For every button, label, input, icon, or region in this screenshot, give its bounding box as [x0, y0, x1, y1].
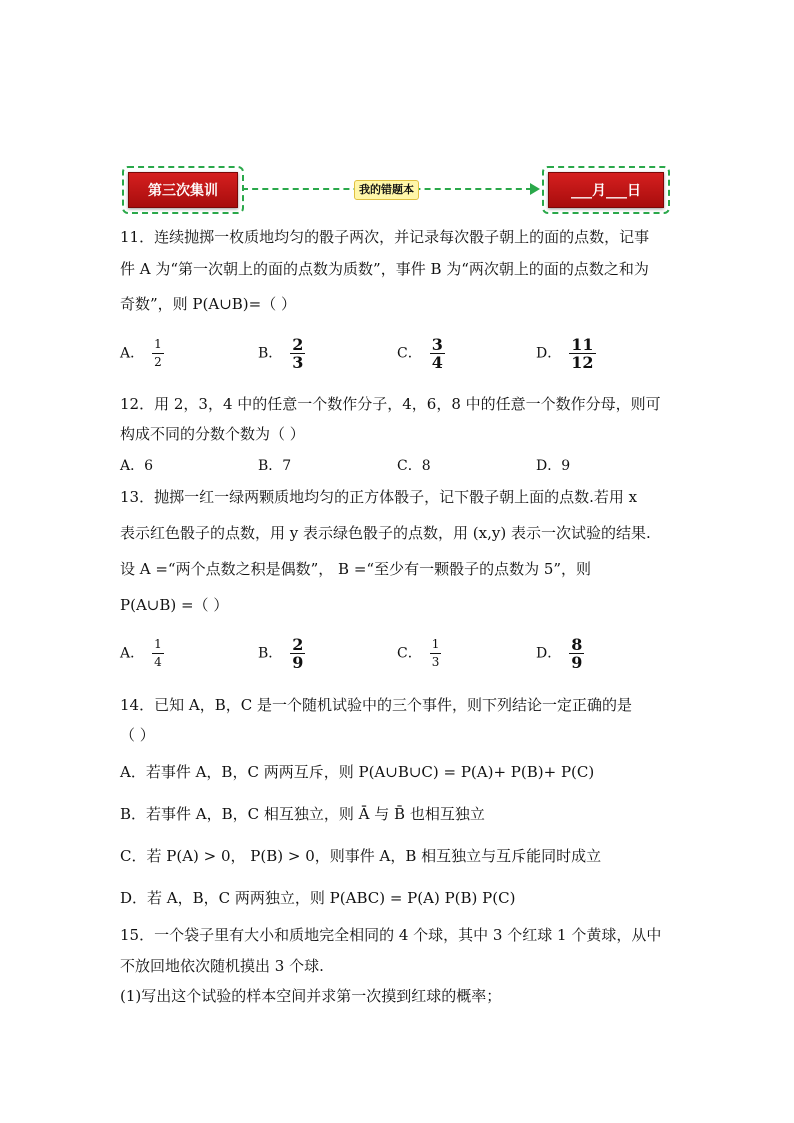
- numerator: 11: [571, 335, 594, 354]
- denominator: 9: [571, 653, 583, 672]
- option-label: C．: [397, 345, 422, 362]
- arrow-head-icon: [530, 183, 540, 195]
- option-label: A．: [120, 645, 145, 662]
- q13-option-d: [536, 636, 584, 671]
- option-label: B．: [258, 345, 283, 362]
- q12-option-c: C．8: [397, 458, 431, 474]
- fraction: [430, 336, 445, 371]
- fraction: [290, 336, 305, 371]
- q11-option-b: [258, 336, 305, 371]
- date-label: ___月___日: [548, 172, 664, 208]
- q14-option-a: A．若事件 A，B，C 两两互斥，则 P(A∪B∪C) = P(A)+ P(B)+ P(C): [120, 763, 595, 781]
- q15-line3: (1)写出这个试验的样本空间并求第一次摸到红球的概率；: [120, 987, 502, 1005]
- denominator: 4: [431, 353, 443, 372]
- q12-line1: 12．用 2，3，4 中的任意一个数作分子，4，6，8 中的任意一个数作分母，则可: [120, 395, 661, 413]
- fraction: [569, 636, 584, 671]
- numerator: 8: [571, 635, 583, 654]
- fraction: [152, 336, 164, 371]
- fraction: [290, 636, 305, 671]
- q11-line2: 件 A 为“第一次朝上的面的点数为质数”，事件 B 为“两次朝上的面的点数之和为: [120, 260, 649, 278]
- q13-line3: 设 A =“两个点数之积是偶数”， B =“至少有一颗骰子的点数为 5”，则: [120, 560, 592, 578]
- q15-line1: 15．一个袋子里有大小和质地完全相同的 4 个球，其中 3 个红球 1 个黄球，从中: [120, 926, 662, 944]
- numerator: 2: [292, 635, 304, 654]
- q11-option-c: [397, 336, 445, 371]
- option-label: D．: [536, 345, 562, 362]
- session-badge: [122, 166, 244, 214]
- q14-option-b: B．若事件 A，B，C 相互独立，则 Ā 与 B̄ 也相互独立: [120, 805, 485, 823]
- q13-line4: P(A∪B) =（ ）: [120, 596, 229, 614]
- q13-option-a: [120, 636, 164, 671]
- q13-option-c: [397, 636, 441, 671]
- denominator: 4: [154, 655, 162, 669]
- q14-line1: 14．已知 A，B，C 是一个随机试验中的三个事件，则下列结论一定正确的是: [120, 696, 632, 714]
- numerator: 2: [292, 335, 304, 354]
- q11-option-a: [120, 336, 164, 371]
- denominator: 9: [292, 653, 304, 672]
- q12-line2: 构成不同的分数个数为（ ）: [120, 425, 305, 443]
- q14-option-d: D．若 A，B，C 两两独立，则 P(ABC) = P(A) P(B) P(C): [120, 889, 516, 907]
- notebook-label: 我的错题本: [354, 180, 419, 200]
- option-label: D．: [536, 645, 562, 662]
- q11-line1: 11．连续抛掷一枚质地均匀的骰子两次，并记录每次骰子朝上的面的点数，记事: [120, 228, 650, 246]
- q12-option-b: B．7: [258, 458, 292, 474]
- denominator: 3: [431, 655, 440, 669]
- fraction: [152, 636, 164, 671]
- numerator: 1: [430, 636, 442, 654]
- header-banner: [122, 166, 670, 214]
- numerator: 3: [431, 335, 443, 354]
- q14-option-c: C．若 P(A) > 0， P(B) > 0，则事件 A，B 相互独立与互斥能同时成立: [120, 847, 602, 865]
- session-label: 第三次集训: [128, 172, 238, 208]
- option-label: A．: [120, 345, 145, 362]
- fraction: [569, 336, 595, 371]
- option-label: B．: [258, 645, 283, 662]
- q12-option-d: D．9: [536, 458, 571, 474]
- q14-line2: （ ）: [120, 726, 155, 744]
- denominator: 12: [571, 353, 594, 372]
- option-label: C．: [397, 645, 422, 662]
- q11-option-d: [536, 336, 596, 371]
- denominator: 2: [154, 355, 162, 369]
- q15-line2: 不放回地依次随机摸出 3 个球.: [120, 957, 324, 975]
- denominator: 3: [292, 353, 304, 372]
- q11-line3: 奇数”，则 P(A∪B)=（ ）: [120, 295, 296, 313]
- fraction: [430, 636, 442, 671]
- date-badge: [542, 166, 670, 214]
- numerator: 1: [152, 636, 164, 654]
- q13-option-b: [258, 636, 305, 671]
- numerator: 1: [152, 336, 164, 354]
- q12-option-a: A．6: [120, 458, 154, 474]
- q13-line2: 表示红色骰子的点数，用 y 表示绿色骰子的点数，用 (x,y) 表示一次试验的结果.: [120, 524, 651, 542]
- q13-line1: 13．抛掷一红一绿两颗质地均匀的正方体骰子，记下骰子朝上面的点数.若用 x: [120, 488, 638, 506]
